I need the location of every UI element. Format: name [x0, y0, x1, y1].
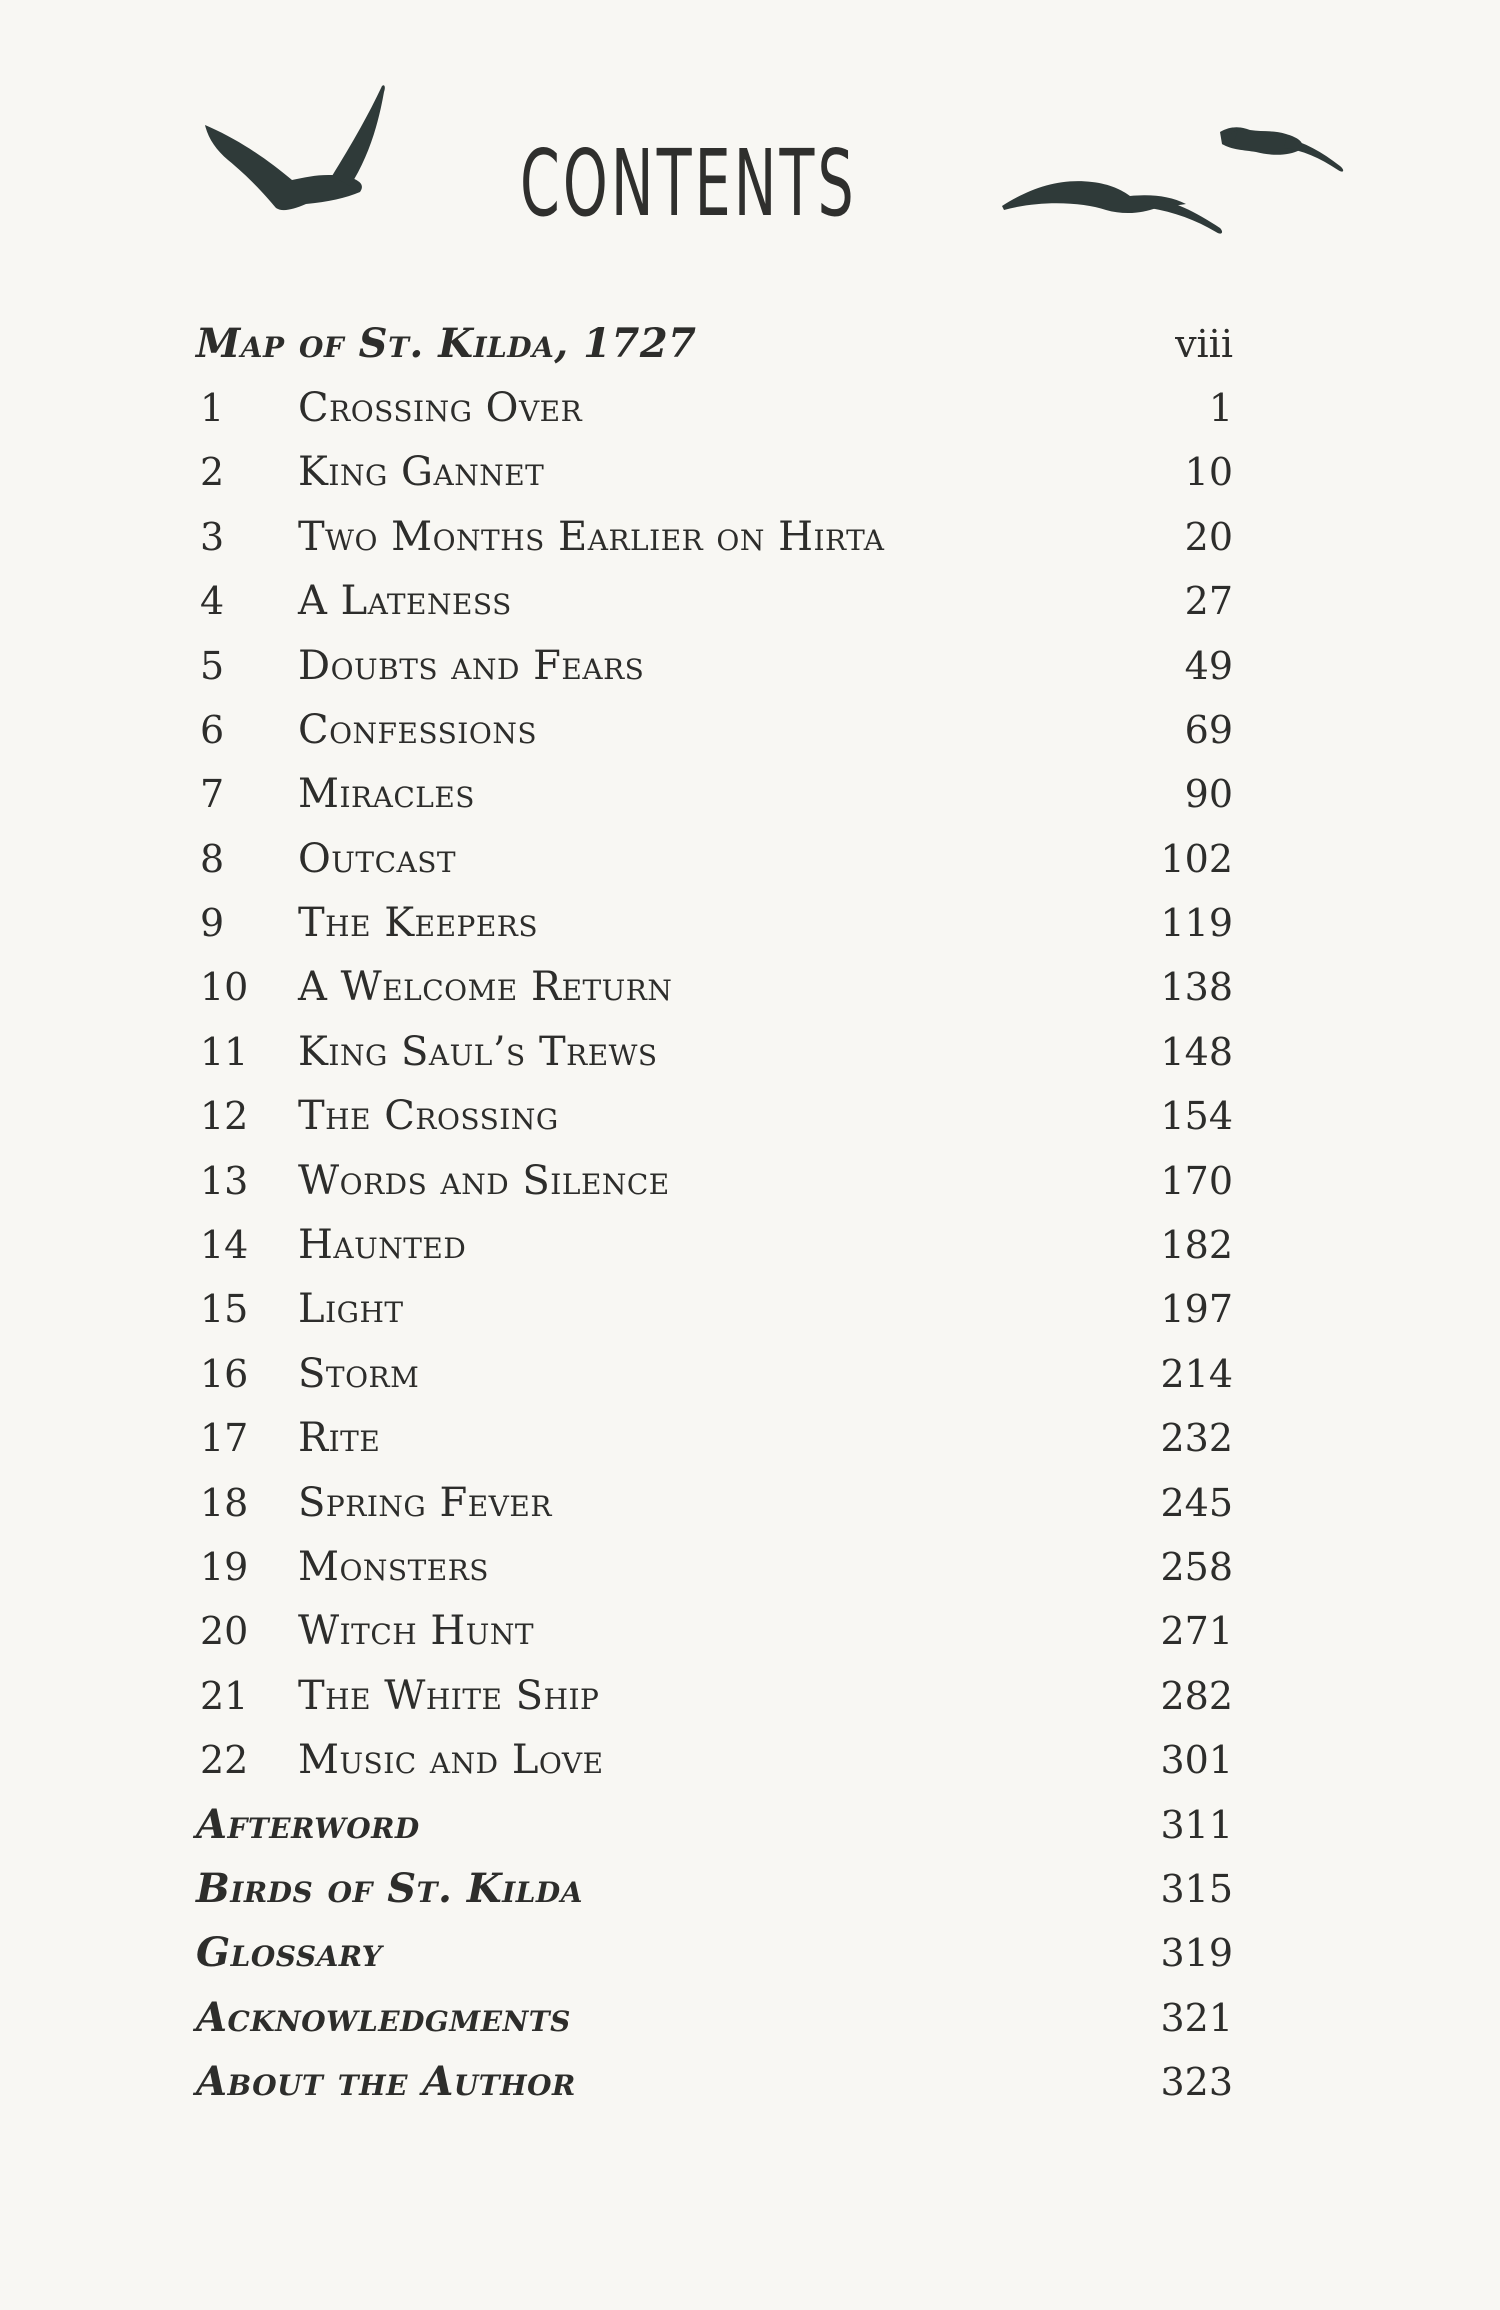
chapter-title: Music and Love — [298, 1737, 604, 1783]
chapter-number: 16 — [200, 1352, 249, 1396]
toc-chapter-row — [0, 1346, 1500, 1402]
chapter-title: Haunted — [298, 1222, 467, 1268]
chapter-number: 22 — [200, 1738, 249, 1782]
chapter-number: 13 — [200, 1159, 249, 1203]
toc-entry-title: Map of St. Kilda, 1727 — [196, 320, 697, 367]
bird-icon — [1002, 181, 1222, 234]
chapter-title: A Lateness — [298, 578, 512, 624]
toc-chapter-row — [0, 831, 1500, 887]
toc-entry-acknowledgments — [0, 1990, 1500, 2046]
chapter-page: 138 — [1160, 965, 1233, 1009]
chapter-number: 3 — [200, 515, 225, 559]
chapter-page: 20 — [1184, 515, 1233, 559]
toc-entry-glossary — [0, 1925, 1500, 1981]
chapter-title: The White Ship — [298, 1673, 600, 1719]
toc-chapter-row — [0, 1410, 1500, 1466]
toc-entry-afterword — [0, 1797, 1500, 1853]
toc-entry-about-author — [0, 2054, 1500, 2110]
chapter-page: 282 — [1160, 1674, 1233, 1718]
toc-entry-page: viii — [1175, 322, 1233, 366]
toc-chapter-row — [0, 1475, 1500, 1531]
chapter-number: 8 — [200, 837, 225, 881]
chapter-title: A Welcome Return — [298, 964, 673, 1010]
chapter-number: 14 — [200, 1223, 249, 1267]
chapter-title: Miracles — [298, 771, 475, 817]
chapter-page: 182 — [1160, 1223, 1233, 1267]
chapter-title: Rite — [298, 1415, 381, 1461]
toc-entry-birds — [0, 1861, 1500, 1917]
chapter-title: Doubts and Fears — [298, 643, 645, 689]
chapter-number: 15 — [200, 1287, 249, 1331]
chapter-page: 170 — [1160, 1159, 1233, 1203]
chapter-title: Witch Hunt — [298, 1608, 535, 1654]
chapter-title: King Saul’s Trews — [298, 1029, 658, 1075]
toc-chapter-row — [0, 1024, 1500, 1080]
chapter-number: 21 — [200, 1674, 249, 1718]
toc-entry-page: 315 — [1160, 1867, 1233, 1911]
toc-chapter-row — [0, 1603, 1500, 1659]
toc-chapter-row — [0, 444, 1500, 500]
toc-chapter-row — [0, 766, 1500, 822]
toc-chapter-row — [0, 959, 1500, 1015]
toc-entry-page: 319 — [1160, 1931, 1233, 1975]
toc-entry-title: Birds of St. Kilda — [196, 1865, 583, 1912]
chapter-title: Outcast — [298, 836, 457, 882]
chapter-page: 245 — [1160, 1481, 1233, 1525]
toc-chapter-row — [0, 1153, 1500, 1209]
toc-chapter-row — [0, 380, 1500, 436]
chapter-page: 49 — [1184, 644, 1233, 688]
chapter-title: King Gannet — [298, 449, 545, 495]
bird-icon — [1220, 127, 1343, 171]
toc-chapter-row — [0, 895, 1500, 951]
toc-chapter-row — [0, 1732, 1500, 1788]
chapter-page: 119 — [1160, 901, 1233, 945]
chapter-number: 12 — [200, 1094, 249, 1138]
chapter-page: 271 — [1160, 1609, 1233, 1653]
toc-entry-title: Glossary — [196, 1929, 383, 1976]
toc-chapter-row — [0, 1539, 1500, 1595]
chapter-page: 69 — [1184, 708, 1233, 752]
chapter-number: 9 — [200, 901, 225, 945]
chapter-title: Crossing Over — [298, 385, 583, 431]
toc-entry-title: About the Author — [196, 2058, 576, 2105]
chapter-number: 17 — [200, 1416, 249, 1460]
chapter-page: 1 — [1208, 386, 1233, 430]
chapter-number: 19 — [200, 1545, 249, 1589]
chapter-number: 4 — [200, 579, 225, 623]
toc-chapter-row — [0, 702, 1500, 758]
toc-chapter-row — [0, 1088, 1500, 1144]
chapter-number: 18 — [200, 1481, 249, 1525]
chapter-title: Words and Silence — [298, 1158, 670, 1204]
chapter-page: 148 — [1160, 1030, 1233, 1074]
chapter-page: 90 — [1184, 772, 1233, 816]
chapter-title: Light — [298, 1286, 404, 1332]
chapter-title: Monsters — [298, 1544, 489, 1590]
chapter-page: 214 — [1160, 1352, 1233, 1396]
toc-chapter-row — [0, 1217, 1500, 1273]
chapter-title: The Crossing — [298, 1093, 559, 1139]
toc-chapter-row — [0, 509, 1500, 565]
toc-entry-title: Acknowledgments — [196, 1994, 571, 2041]
chapter-title: Confessions — [298, 707, 537, 753]
chapter-title: Storm — [298, 1351, 420, 1397]
page-title: CONTENTS — [520, 130, 857, 237]
toc-entry-map — [0, 316, 1500, 372]
toc-entry-title: Afterword — [196, 1801, 420, 1848]
chapter-number: 2 — [200, 450, 225, 494]
chapter-page: 197 — [1160, 1287, 1233, 1331]
chapter-number: 10 — [200, 965, 249, 1009]
chapter-page: 102 — [1160, 837, 1233, 881]
toc-entry-page: 311 — [1160, 1803, 1233, 1847]
chapter-page: 27 — [1184, 579, 1233, 623]
chapter-page: 232 — [1160, 1416, 1233, 1460]
chapter-title: Spring Fever — [298, 1480, 552, 1526]
chapter-page: 10 — [1184, 450, 1233, 494]
bird-icon — [205, 85, 385, 210]
toc-entry-page: 323 — [1160, 2060, 1233, 2104]
toc-chapter-row — [0, 1281, 1500, 1337]
chapter-number: 1 — [200, 386, 225, 430]
toc-chapter-row — [0, 638, 1500, 694]
chapter-number: 6 — [200, 708, 225, 752]
chapter-number: 5 — [200, 644, 225, 688]
chapter-page: 301 — [1160, 1738, 1233, 1782]
chapter-page: 154 — [1160, 1094, 1233, 1138]
chapter-number: 11 — [200, 1030, 249, 1074]
chapter-title: The Keepers — [298, 900, 539, 946]
chapter-number: 20 — [200, 1609, 249, 1653]
chapter-number: 7 — [200, 772, 225, 816]
toc-entry-page: 321 — [1160, 1996, 1233, 2040]
chapter-title: Two Months Earlier on Hirta — [298, 514, 885, 560]
toc-chapter-row — [0, 1668, 1500, 1724]
toc-chapter-row — [0, 573, 1500, 629]
chapter-page: 258 — [1160, 1545, 1233, 1589]
